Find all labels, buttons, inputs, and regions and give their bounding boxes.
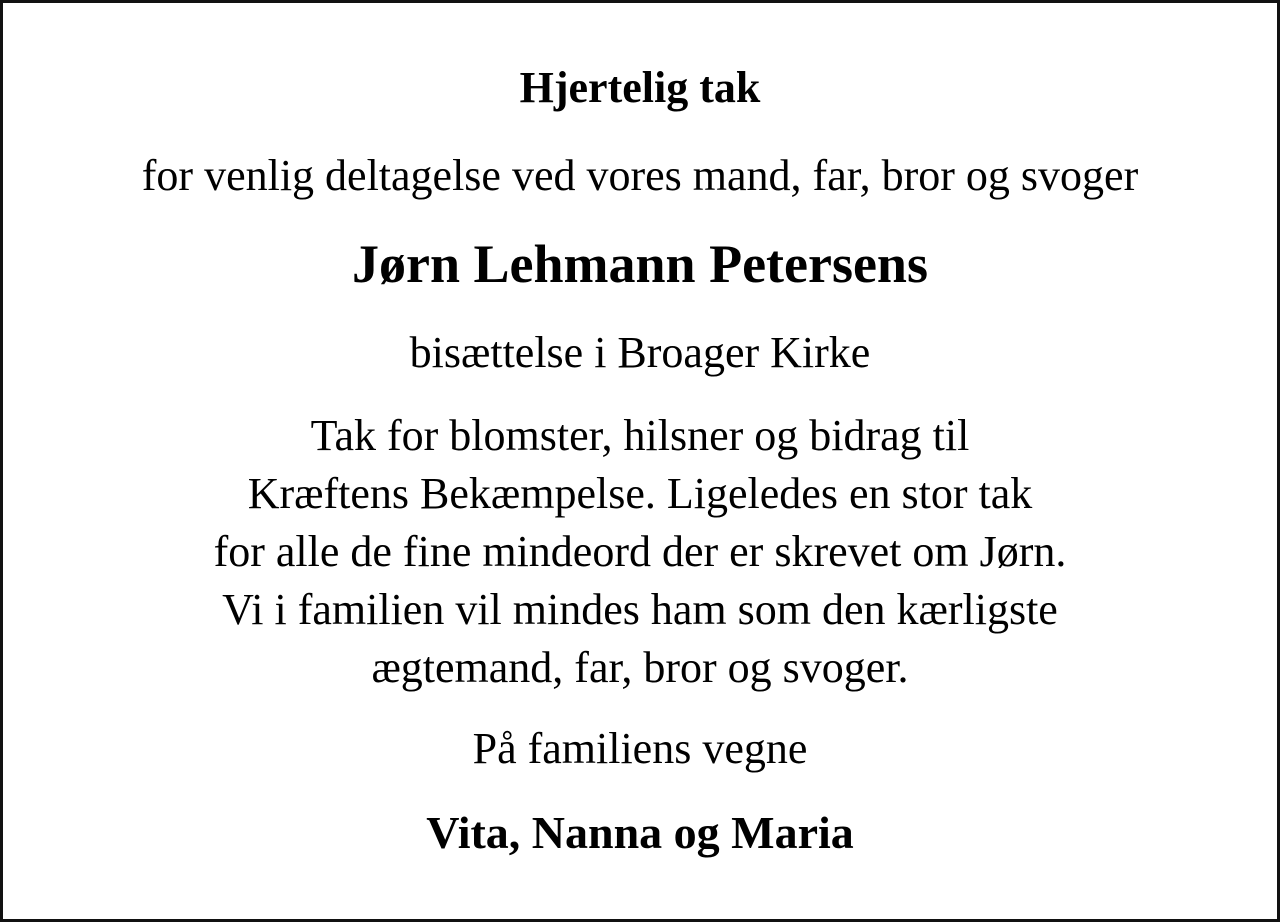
ceremony-line: bisættelse i Broager Kirke — [409, 328, 871, 377]
signature: Vita, Nanna og Maria — [426, 807, 854, 858]
notice-heading: Hjertelig tak — [519, 63, 761, 112]
message-line: Kræftens Bekæmpelse. Ligeledes en stor tak — [247, 469, 1033, 518]
message-line: for alle de fine mindeord der er skrevet om Jørn. — [213, 527, 1067, 576]
message-line: Tak for blomster, hilsner og bidrag til — [310, 411, 970, 460]
thanks-message — [3, 407, 1277, 697]
notice-subheading: for venlig deltagelse ved vores mand, far, bror og svoger — [141, 151, 1139, 200]
message-line: Vi i familien vil mindes ham som den kærligste — [222, 585, 1058, 634]
message-line: ægtemand, far, bror og svoger. — [371, 643, 909, 692]
deceased-name: Jørn Lehmann Petersens — [352, 234, 928, 294]
closing-line: På familiens vegne — [472, 724, 808, 773]
